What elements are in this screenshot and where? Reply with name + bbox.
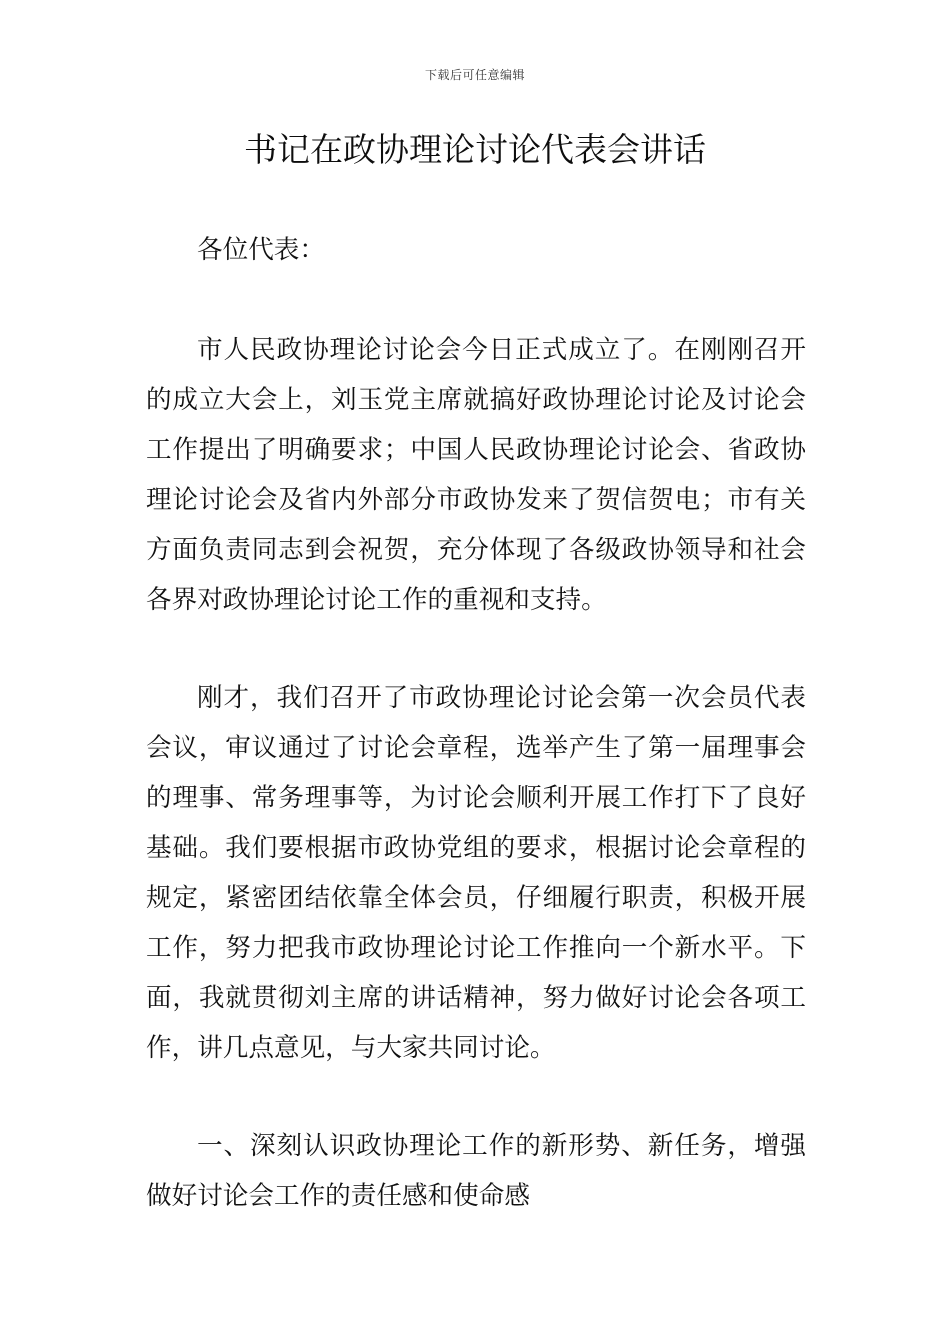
header-note: 下载后可任意编辑 <box>424 68 525 82</box>
paragraph-2: 刚才，我们召开了市政协理论讨论会第一次会员代表会议，审议通过了讨论会章程，选举产生了第一届理事会的理事、常务理事等，为讨论会顺利开展工作打下了良好基础。我们要根据市政协党组的要求，根据讨论会章程的规定，紧密团结依靠全体会员，仔细履行职责，积极开展工作，努力把我市政协理论讨论工作推向一个新水平。下面，我就贯彻刘主席的讲话精神，努力做好讨论会各项工作，讲几点意见，与大家共同讨论。 <box>146 683 806 1063</box>
document-title: 书记在政协理论讨论代表会讲话 <box>244 130 706 169</box>
section-heading-1: 一、深刻认识政协理论工作的新形势、新任务，增强做好讨论会工作的责任感和使命感 <box>146 1131 806 1211</box>
paragraph-1: 市人民政协理论讨论会今日正式成立了。在刚刚召开的成立大会上，刘玉党主席就搞好政协理论讨论及讨论会工作提出了明确要求；中国人民政协理论讨论会、省政协理论讨论会及省内外部分市政协发来了贺信贺电；市有关方面负责同志到会祝贺，充分体现了各级政协领导和社会各界对政协理论讨论工作的重视和支持。 <box>146 335 806 615</box>
salutation: 各位代表： <box>197 235 325 265</box>
